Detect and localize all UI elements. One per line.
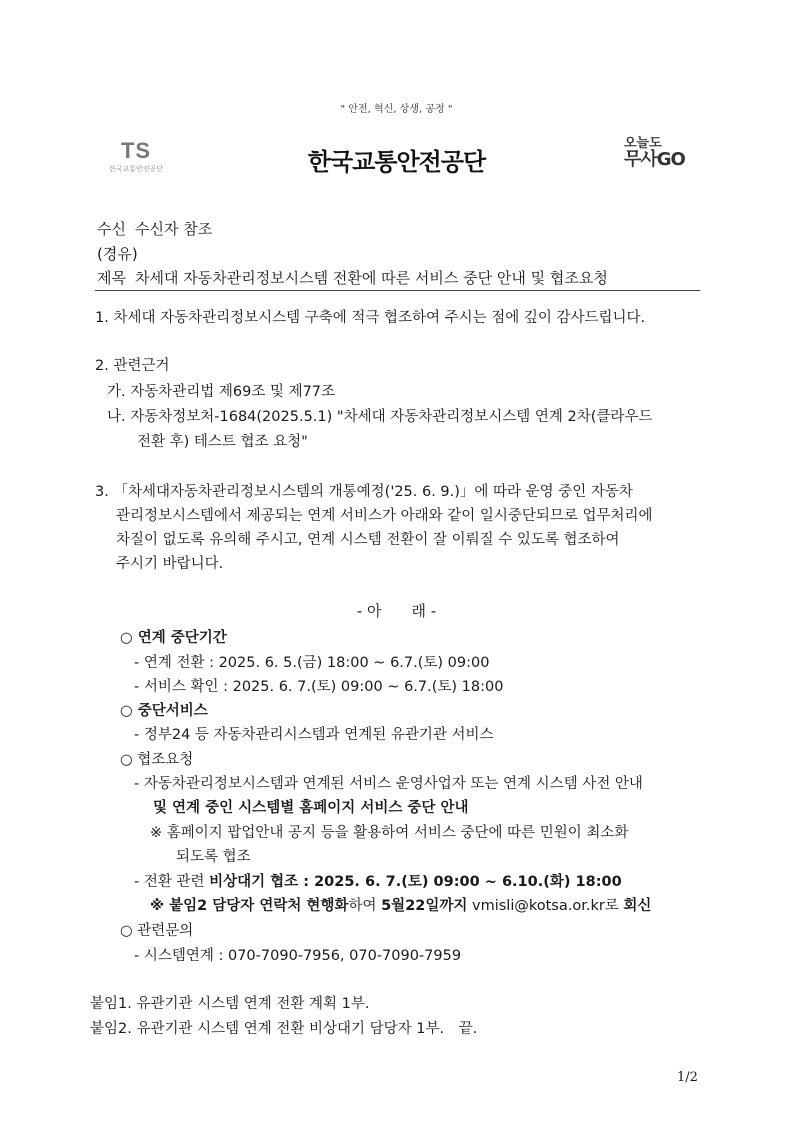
cooperation-note-line2: 되도록 협조 (176, 849, 251, 865)
paragraph-2-title: 2. 관련근거 (95, 358, 170, 374)
suspension-link-conversion: - 연계 전환 : 2025. 6. 5.(금) 18:00 ~ 6.7.(토) 09:00 (134, 655, 490, 671)
cooperation-contact-update (150, 894, 651, 915)
basis-item-b-line2: 전환 후) 테스트 협조 요청" (137, 434, 308, 450)
campaign-logo-line1: 오늘도 (624, 136, 662, 151)
section-inquiries: ○ 관련문의 (120, 923, 194, 939)
section-cooperation-request: ○ 협조요청 (120, 752, 194, 768)
standby-prefix: - 전환 관련 (134, 874, 210, 890)
attachment-2: 붙임2. 유관기관 시스템 연계 전환 비상대기 담당자 1부. 끝. (90, 1021, 478, 1037)
page-number: 1/2 (677, 1070, 698, 1085)
cooperation-item-a-line2: 및 연계 중인 시스템별 홈페이지 서비스 중단 안내 (153, 800, 469, 816)
inquiries-contact: - 시스템연계 : 070-7090-7956, 070-7090-7959 (134, 948, 462, 964)
recipient-value: 수신자 참조 (135, 220, 213, 238)
cooperation-item-standby (134, 870, 622, 891)
contact-update-reply: 회신 (623, 898, 652, 914)
slogan: " 안전, 혁신, 상생, 공정 " (340, 104, 453, 115)
organization-title: 한국교통안전공단 (307, 148, 486, 176)
section-suspended-services: ○ 중단서비스 (120, 703, 208, 719)
suspension-service-check: - 서비스 확인 : 2025. 6. 7.(토) 09:00 ~ 6.7.(토) 18:00 (134, 679, 504, 695)
paragraph-3-line3: 차질이 없도록 유의해 주시고, 연계 시스템 전환이 잘 이뤄질 수 있도록 협조하여 (116, 532, 620, 548)
cooperation-note-line1: ※ 홈페이지 팝업안내 공지 등을 활용하여 서비스 중단에 따른 민원이 최소화 (150, 825, 629, 841)
subject-label: 제목 (97, 269, 126, 287)
contact-update-mid: 하여 (348, 898, 382, 914)
contact-update-deadline: 5월22일까지 (381, 898, 468, 914)
via-row: (경유) (97, 245, 138, 263)
subject-row (97, 267, 608, 288)
subject-value: 차세대 자동차관리정보시스템 전환에 따른 서비스 중단 안내 및 협조요청 (135, 269, 608, 287)
contact-update-email: vmisli@kotsa.or.kr로 (467, 898, 624, 914)
paragraph-3-line4: 주시기 바랍니다. (116, 556, 224, 572)
cooperation-item-a-line1: - 자동차관리정보시스템과 연계된 서비스 운영사업자 또는 연계 시스템 사전 안내 (134, 776, 643, 792)
header-divider (95, 290, 700, 291)
contact-update-lead: ※ 붙임2 담당자 연락처 현행화 (150, 898, 349, 914)
campaign-logo (624, 136, 704, 168)
attachment-1: 붙임1. 유관기관 시스템 연계 전환 계획 1부. (90, 996, 370, 1012)
ts-logo-text: 한국교통안전공단 (108, 165, 164, 173)
campaign-logo-line2: 무사GO (624, 149, 685, 170)
recipient-row (97, 218, 212, 239)
paragraph-1: 1. 차세대 자동차관리정보시스템 구축에 적극 협조하여 주시는 점에 깊이 감사드립니다. (95, 310, 646, 326)
standby-period: 비상대기 협조 : 2025. 6. 7.(토) 09:00 ~ 6.10.(화) 18:00 (209, 874, 622, 890)
basis-item-b-line1: 나. 자동차정보처-1684(2025.5.1) "차세대 자동차관리정보시스템 연계 2차(클라우드 (107, 409, 653, 425)
section-suspension-period: ○ 연계 중단기간 (120, 630, 227, 646)
notice-heading: - 아 래 - (356, 602, 437, 620)
suspended-services-item: - 정부24 등 자동차관리시스템과 연계된 유관기관 서비스 (134, 727, 494, 743)
ts-logo-mark: TS (120, 138, 152, 163)
recipient-label: 수신 (97, 220, 126, 238)
paragraph-3-line2: 관리정보시스템에서 제공되는 연계 서비스가 아래와 같이 일시중단되므로 업무처리에 (116, 508, 653, 524)
paragraph-3-line1: 3. 「차세대자동차관리정보시스템의 개통예정('25. 6. 9.)」에 따라 운영 중인 자동차 (95, 484, 633, 500)
basis-item-a: 가. 자동차관리법 제69조 및 제77조 (107, 384, 336, 400)
